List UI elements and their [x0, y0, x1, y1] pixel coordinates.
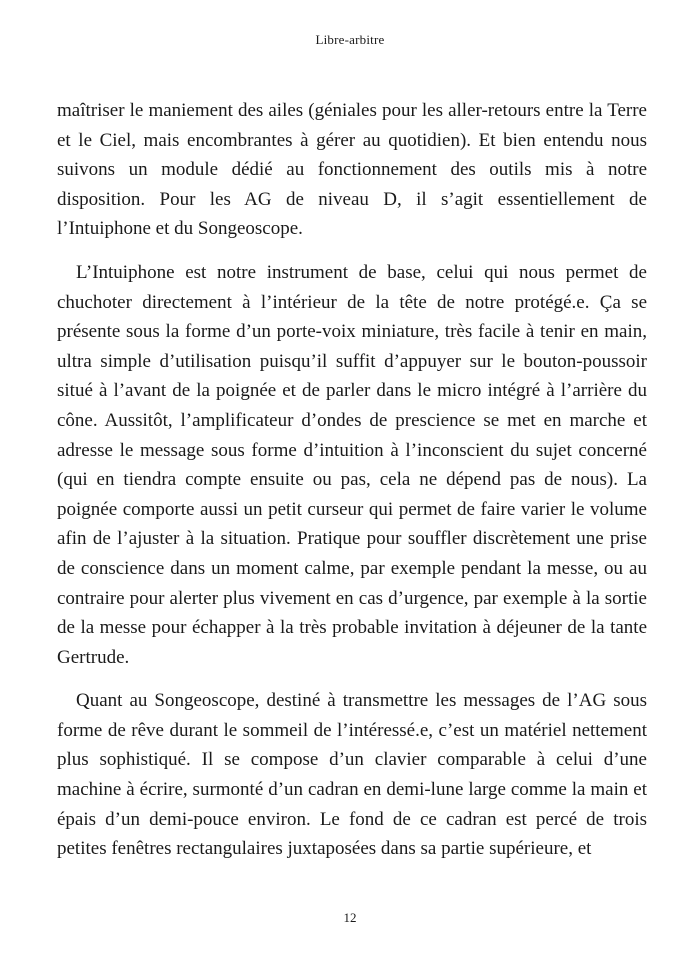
running-header: Libre-arbitre [315, 32, 385, 47]
paragraph-songeoscope: Quant au Songeoscope, destiné à transmettre les messages de l’AG sous forme de rêve durant le sommeil de l’intéressé.e, c’est un matériel nettement plus sophistiqué. Il se compose d’un clavier comparable à celui d’une machine à écrire, surmonté d’un cadran en demi-lune large comme la main et épais d’un demi-pouce environ. Le fond de ce cadran est percé de trois petites fenêtres rectangulaires juxtaposées dans sa partie supérieure, et [57, 690, 647, 860]
paragraph-intuiphone: L’Intuiphone est notre instrument de base, celui qui nous permet de chuchoter directement à l’intérieur de la tête de notre protégé.e. Ça se présente sous la forme d’un porte-voix miniature, très facile à tenir en main, ultra simple d’utilisation puisqu’il suffit d’appuyer sur le bouton-poussoir situé à l’avant de la poignée et de parler dans le micro intégré à l’arrière du cône. Aussitôt, l’amplificateur d’ondes de prescience se met en marche et adresse le message sous forme d’intuition à l’inconscient du sujet concerné (qui en tiendra compte ensuite ou pas, cela ne dépend pas de nous). La poignée comporte aussi un petit curseur qui permet de faire varier le volume afin de l’ajuster à la situation. Pratique pour souffler discrètement une prise de conscience dans un moment calme, par exemple pendant la messe, ou au contraire pour alerter plus vivement en cas d’urgence, par exemple à la sortie de la messe pour échapper à la très probable invitation à déjeuner de la tante Gertrude. [57, 261, 647, 668]
page-number: 12 [343, 910, 357, 925]
paragraph-continued: maîtriser le maniement des ailes (géniales pour les aller-retours entre la Terre et le Ciel, mais encombrantes à gérer au quotidien). Et bien entendu nous suivons un module dédié au fonctionnement des outils mis à notre disposition. Pour les AG de niveau D, il s’agit essentiellement de l’Intuiphone et du Songeoscope. [57, 100, 647, 240]
page-body [57, 96, 647, 878]
